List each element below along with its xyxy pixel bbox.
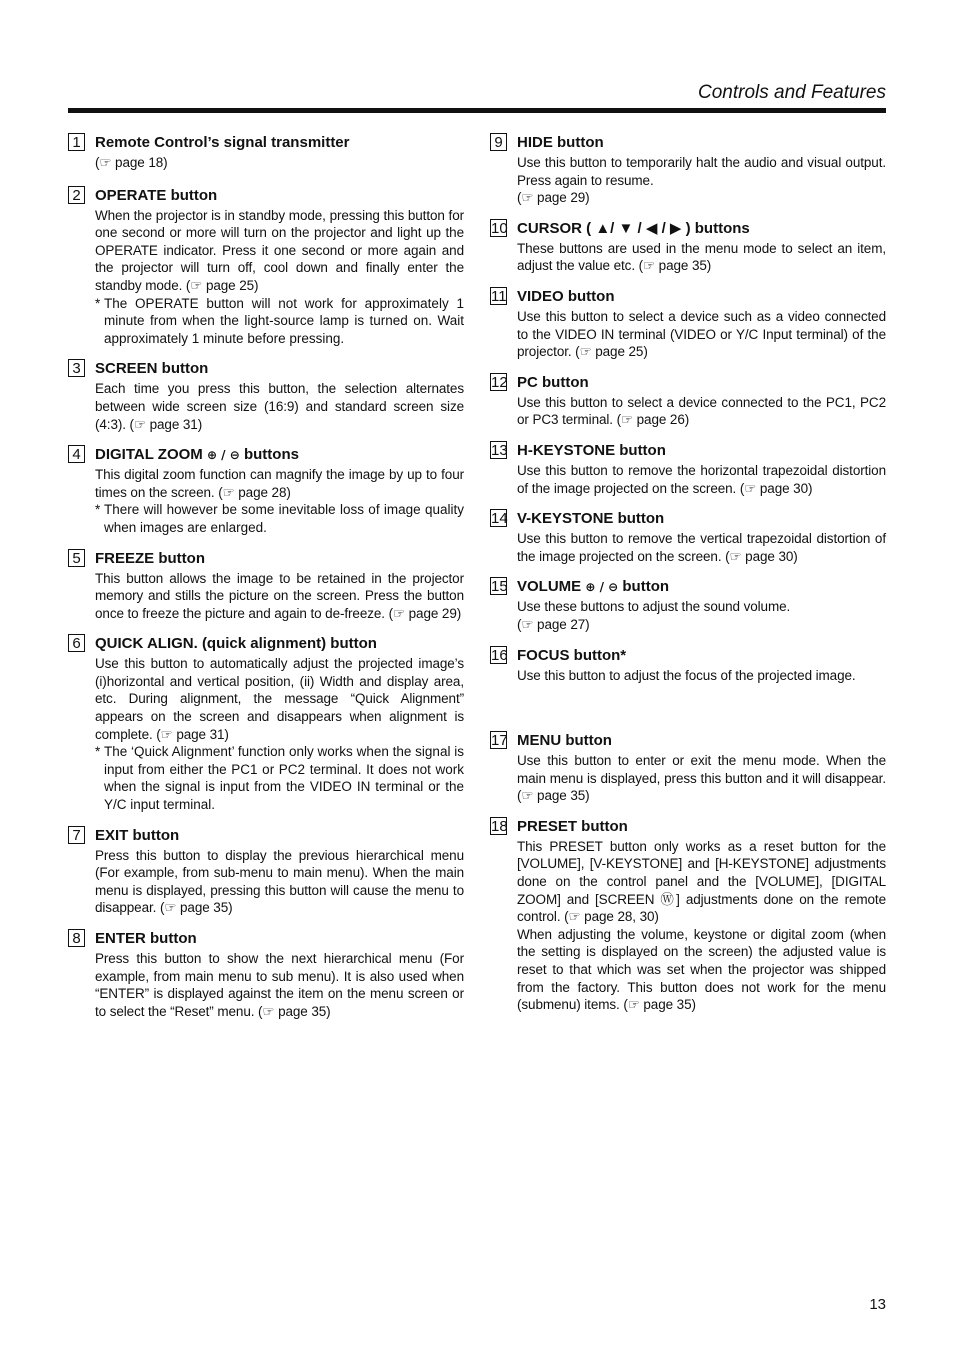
item-number: 18 xyxy=(491,817,508,835)
item-desc: Use this button to adjust the focus of the projected image. xyxy=(517,667,856,683)
item-title: MENU button xyxy=(517,732,612,750)
item-desc: Use this button to enter or exit the menu mode. When the main menu is displayed, press this button and it will disappear. (☞ page 35) xyxy=(517,753,886,804)
item-desc: (☞ page 18) xyxy=(95,155,168,170)
item-desc: This digital zoom function can magnify the image by up to four times on the screen. (☞ page 28) xyxy=(95,467,464,500)
item-exit-button xyxy=(68,825,464,917)
title-text-suffix: buttons xyxy=(243,446,299,464)
note-text: The OPERATE button will not work for approximately 1 minute from when the light-source lamp is turned on. Wait approximately 1 minute before pressing. xyxy=(104,295,464,346)
item-number: 5 xyxy=(68,549,85,567)
item-title: HIDE button xyxy=(517,134,604,151)
item-volume-button xyxy=(490,576,886,633)
item-title: PC button xyxy=(517,373,589,391)
item-number: 16 xyxy=(491,646,508,664)
item-desc: This button allows the image to be retained in the projector memory and stills the picture on the screen. Press the button once to freeze the picture and again to de-freeze. (☞ page 29) xyxy=(95,570,464,621)
note-text: The ‘Quick Alignment’ function only works when the signal is input from either the PC1 or PC2 terminal. It does not work when the signal is input from the VIDEO IN terminal or the Y/C input terminal. xyxy=(104,744,464,813)
left-column xyxy=(68,132,464,1020)
item-desc: Use this button to temporarily halt the audio and visual output. Press again to resume. xyxy=(517,155,886,188)
item-number: 2 xyxy=(68,186,85,204)
item-title: FREEZE button xyxy=(95,549,205,567)
item-number: 15 xyxy=(491,578,508,596)
item-pc-button xyxy=(490,372,886,429)
page-header-title: Controls and Features xyxy=(698,82,886,103)
item-freeze-button xyxy=(68,548,464,623)
page-number: 13 xyxy=(869,1296,886,1313)
item-desc: This PRESET button only works as a reset button for the [VOLUME], [V-KEYSTONE] and [H-KEYSTONE] adjustments done on the control panel and the [VOLUME], [DIGITAL ZOOM] and [SCREEN Ⓦ] adjustments done on the remote control. (☞ page 28, 30) xyxy=(517,838,886,925)
item-title: PRESET button xyxy=(517,817,628,835)
item-number: 11 xyxy=(491,287,507,305)
item-number: 17 xyxy=(491,732,508,750)
plus-minus-icon: ⊕ / ⊖ xyxy=(206,448,240,463)
item-title: VIDEO button xyxy=(517,287,615,305)
item-desc-continued: When adjusting the volume, keystone or digital zoom (when the setting is displayed on the screen) the adjusted value is reset to that which was set when the projector was shipped from the factory. This button does not work for the menu (submenu) items. (☞ page 35) xyxy=(517,926,886,1013)
item-title: EXIT button xyxy=(95,826,180,844)
item-operate-button xyxy=(68,185,464,348)
plus-minus-icon: ⊕ / ⊖ xyxy=(585,580,619,595)
item-video-button xyxy=(490,286,886,361)
item-desc: Use this button to select a device connected to the PC1, PC2 or PC3 terminal. (☞ page 26) xyxy=(517,394,886,428)
header-rule xyxy=(68,108,886,113)
item-title: Remote Control’s signal transmitter xyxy=(95,134,350,151)
item-desc: When the projector is in standby mode, pressing this button for one second or more will turn on the projector and light up the OPERATE indicator. Press it one second or more again and the projector will turn off, cool down and finally enter the standby mode. (☞ page 25) xyxy=(95,207,464,293)
item-page-ref: (☞ page 27) xyxy=(517,616,590,632)
note-asterisk: * xyxy=(95,744,101,760)
note-text: There will however be some inevitable loss of image quality when images are enlarged. xyxy=(104,502,464,535)
item-desc: Press this button to display the previous hierarchical menu (For example, from sub-menu to main menu). When the main menu is displayed, pressing this button will cause the menu to disappear. (☞ page 35) xyxy=(95,847,464,916)
item-menu-button xyxy=(490,730,886,805)
item-number: 14 xyxy=(491,510,508,528)
item-title: CURSOR ( ▲/ ▼ / ◀ / ▶ ) buttons xyxy=(517,219,750,237)
item-cursor-buttons xyxy=(490,218,886,275)
item-number: 9 xyxy=(490,133,507,151)
note-asterisk: * xyxy=(95,295,101,311)
item-number: 13 xyxy=(491,441,508,459)
item-note xyxy=(95,295,464,348)
item-desc: Use this button to remove the horizontal trapezoidal distortion of the image projected on the screen. (☞ page 30) xyxy=(517,462,886,496)
item-number: 1 xyxy=(68,133,85,151)
item-desc: Use this button to automatically adjust the projected image’s (i)horizontal and vertical position, (ii) Width and display area, etc. During alignment, the message “Quick Alignment” appears on the screen and disappears when alignment is complete. (☞ page 31) xyxy=(95,656,464,742)
item-title: SCREEN button xyxy=(95,360,209,378)
item-focus-button xyxy=(490,645,886,685)
title-text-suffix: button xyxy=(622,578,670,596)
item-title: H-KEYSTONE button xyxy=(517,441,666,459)
item-digital-zoom-buttons xyxy=(68,444,464,536)
item-enter-button xyxy=(68,928,464,1020)
item-remote-transmitter xyxy=(68,132,464,172)
item-title: QUICK ALIGN. (quick alignment) button xyxy=(95,635,377,653)
item-number: 8 xyxy=(68,929,85,947)
item-title: FOCUS button* xyxy=(517,646,627,664)
item-desc: Use this button to remove the vertical trapezoidal distortion of the image projected on the screen. (☞ page 30) xyxy=(517,531,886,564)
item-hide-button xyxy=(490,132,886,207)
right-column xyxy=(490,132,886,1014)
item-number: 6 xyxy=(68,634,85,652)
item-note xyxy=(95,743,464,813)
item-v-keystone-button xyxy=(490,508,886,565)
item-desc: Use this button to select a device such as a video connected to the VIDEO IN terminal (VIDEO or Y/C Input terminal) of the projector. (☞ page 25) xyxy=(517,308,886,360)
item-number: 10 xyxy=(491,219,508,237)
item-quick-align-button xyxy=(68,633,464,813)
item-h-keystone-button xyxy=(490,440,886,497)
note-asterisk: * xyxy=(95,502,101,518)
item-desc: Use these buttons to adjust the sound volume. xyxy=(517,599,791,615)
item-screen-button xyxy=(68,358,464,433)
item-preset-button xyxy=(490,816,886,1014)
item-title: V-KEYSTONE button xyxy=(517,510,665,528)
item-note xyxy=(95,501,464,536)
item-title xyxy=(517,576,886,598)
item-title: ENTER button xyxy=(95,930,197,947)
item-number: 12 xyxy=(491,373,508,391)
item-page-ref: (☞ page 29) xyxy=(517,190,590,206)
title-text: VOLUME xyxy=(517,578,582,596)
title-text: DIGITAL ZOOM xyxy=(95,446,203,464)
item-desc: Press this button to show the next hierarchical menu (For example, from main menu to sub menu). It is also used when “ENTER” is displayed against the item on the menu screen or to select the “Reset” menu. (☞ page 35) xyxy=(95,951,464,1019)
item-number: 4 xyxy=(68,445,85,463)
item-desc: Each time you press this button, the selection alternates between wide screen size (16:9) and standard screen size (4:3). (☞ page 31) xyxy=(95,381,464,432)
item-title xyxy=(95,444,464,466)
item-title: OPERATE button xyxy=(95,186,218,204)
item-desc: These buttons are used in the menu mode to select an item, adjust the value etc. (☞ page 35) xyxy=(517,240,886,274)
item-number: 7 xyxy=(68,826,85,844)
item-number: 3 xyxy=(68,359,85,377)
